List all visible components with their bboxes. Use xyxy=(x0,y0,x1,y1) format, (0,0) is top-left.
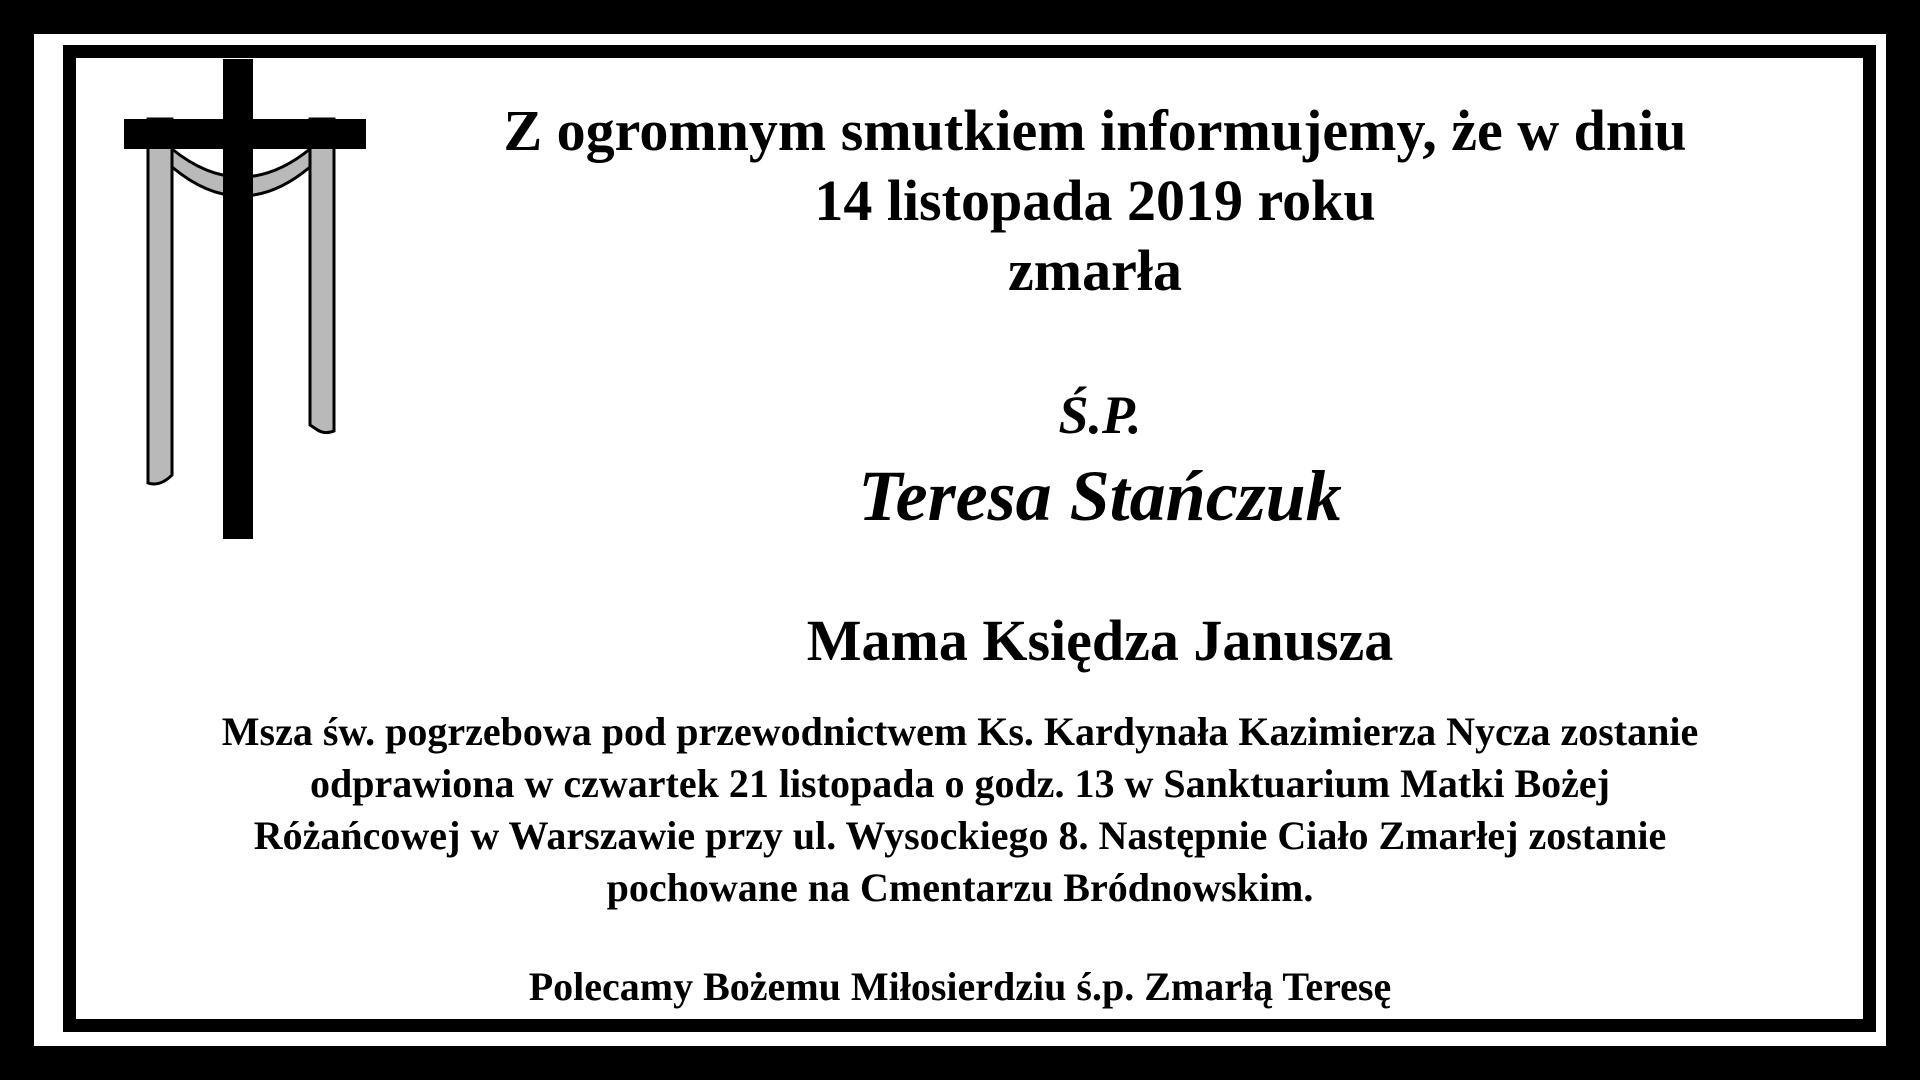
sp-prefix: Ś.P. xyxy=(1058,385,1142,445)
deceased-name: Teresa Stańczuk xyxy=(858,456,1342,536)
mass-info-line-1: Msza św. pogrzebowa pod przewodnictwem Ks. Kardynała Kazimierza Nycza zostanie xyxy=(221,709,1699,754)
closing-line: Polecamy Bożemu Miłosierdziu ś.p. Zmarłą Teresę xyxy=(528,964,1392,1009)
relation-line: Mama Księdza Janusza xyxy=(806,608,1394,673)
mass-info-line-2: odprawiona w czwartek 21 listopada o godz. 13 w Sanktuarium Matki Bożej xyxy=(309,761,1611,806)
headline-line-1: Z ogromnym smutkiem informujemy, że w dniu xyxy=(503,98,1687,163)
headline-line-3: zmarła xyxy=(1008,238,1182,303)
headline-line-2: 14 listopada 2019 roku xyxy=(814,168,1376,233)
mass-info-line-3: Różańcowej w Warszawie przy ul. Wysockiego 8. Następnie Ciało Zmarłej zostanie xyxy=(253,813,1667,858)
mass-info-line-4: pochowane na Cmentarzu Bródnowskim. xyxy=(606,865,1314,910)
